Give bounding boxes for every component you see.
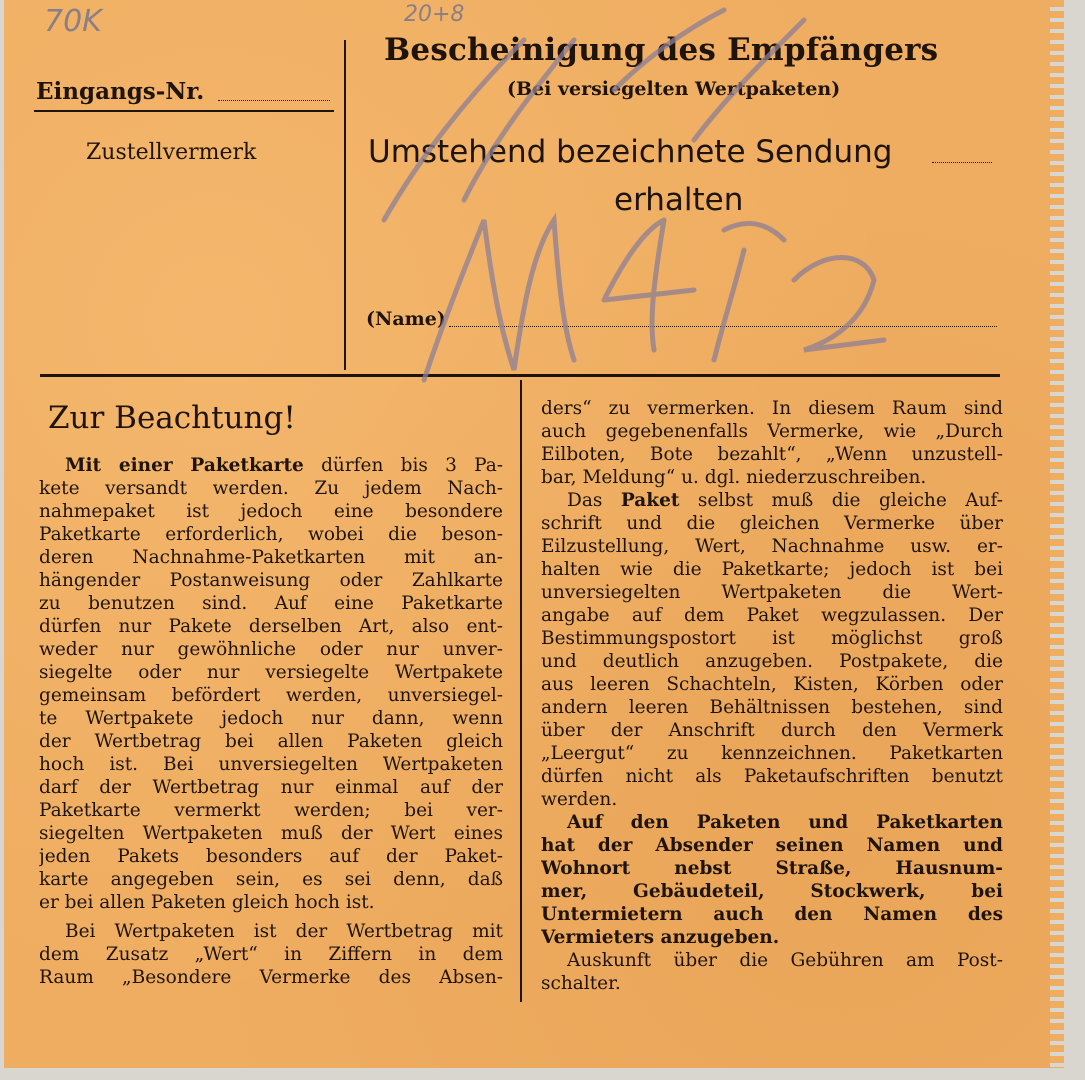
notice-heading: Zur Beachtung! xyxy=(48,400,296,436)
notice-line: auch gegebenenfalls Vermerke, wie „Durch xyxy=(541,421,1003,442)
notice-line: Eilboten, Bote bezahlt“, „Wenn unzustell- xyxy=(541,444,1003,465)
notice-line: er bei allen Paketen gleich hoch ist. xyxy=(39,892,375,913)
zustellvermerk-label: Zustellvermerk xyxy=(86,140,257,165)
notice-line: schalter. xyxy=(541,973,621,994)
pencil-mark-top-left: 70K xyxy=(44,4,102,39)
notice-line: angabe auf dem Paket wegzulassen. Der xyxy=(541,605,1003,626)
notice-bold-line: hat der Absender seinen Namen und xyxy=(541,835,1003,856)
notice-line: deren Nachnahme-Paketkarten mit an- xyxy=(39,547,503,568)
name-label: (Name) xyxy=(366,308,446,330)
notice-line: te Wertpakete jedoch nur dann, wenn xyxy=(39,708,503,729)
receipt-title: Bescheinigung des Empfängers xyxy=(384,32,939,68)
notice-line: Eilzustellung, Wert, Nachnahme usw. er- xyxy=(541,536,1003,557)
notice-line: Bei Wertpaketen ist der Wertbetrag mit xyxy=(65,921,503,942)
perforated-edge xyxy=(1050,0,1064,1068)
notice-right-column xyxy=(541,397,1003,995)
notice-line: über der Anschrift durch den Vermerk xyxy=(541,720,1003,741)
notice-line: nahmepaket ist jedoch eine besondere xyxy=(39,501,503,522)
statement-dotted-line xyxy=(932,162,992,163)
notice-line: karte angegeben sein, es sei denn, daß xyxy=(39,869,503,890)
notice-line: kete versandt werden. Zu jedem Nach- xyxy=(39,478,503,499)
notice-line: schrift und die gleichen Vermerke über xyxy=(541,513,1003,534)
notice-line: Paketkarte vermerkt werden; bei ver- xyxy=(39,800,503,821)
eingang-underline xyxy=(34,110,334,112)
lead-text: Mit einer xyxy=(65,455,191,476)
notice-line: der Wertbetrag bei allen Paketen gleich xyxy=(39,731,503,752)
lead-rest: dürfen bis 3 Pa- xyxy=(321,455,503,476)
notice-line: und deutlich anzugeben. Postpakete, die xyxy=(541,651,1003,672)
paket-lead: Das xyxy=(567,490,621,511)
eingangs-nr-field xyxy=(218,100,330,101)
notice-line: dürfen nur Pakete derselben Art, also ent- xyxy=(39,616,503,637)
notice-line: „Leergut“ zu kennzeichnen. Paketkarten xyxy=(541,743,1003,764)
paket-keyword: Paket xyxy=(620,490,680,511)
notice-line xyxy=(39,454,503,477)
parcel-card-back xyxy=(4,0,1054,1068)
notice-left-column xyxy=(39,454,503,989)
notice-bold-line: Auf den Paketen und Paketkarten xyxy=(567,812,1003,833)
notice-line: dem Zusatz „Wert“ in Ziffern in dem xyxy=(39,944,503,965)
notice-line: aus leeren Schachteln, Kisten, Körben oder xyxy=(541,674,1003,695)
notice-line: hoch ist. Bei unversiegelten Wertpaketen xyxy=(39,754,503,775)
notice-line: Bestimmungspostort ist möglichst groß xyxy=(541,628,1003,649)
receipt-statement: Umstehend bezeichnete Sendung xyxy=(368,134,893,170)
notice-line: bar, Meldung“ u. dgl. niederzuschreiben. xyxy=(541,467,927,488)
notice-line: gemeinsam befördert werden, unversiegel- xyxy=(39,685,503,706)
pencil-mark-top-center: 20+8 xyxy=(404,2,465,27)
notice-line: dürfen nicht als Paketaufschriften benutzt xyxy=(541,766,1003,787)
lead-keyword: Paketkarte xyxy=(190,455,304,476)
notice-line: jeden Pakets besonders auf der Paket- xyxy=(39,846,503,867)
notice-bold-line: Vermieters anzugeben. xyxy=(541,927,780,948)
notice-line: ders“ zu vermerken. In diesem Raum sind xyxy=(541,398,1003,419)
notice-line: siegelte oder nur versiegelte Wertpakete xyxy=(39,662,503,683)
notice-line: zu benutzen sind. Auf eine Paketkarte xyxy=(39,593,503,614)
notice-line: halten wie die Paketkarte; jedoch ist bei xyxy=(541,559,1003,580)
notice-line: andern leeren Behältnissen bestehen, sind xyxy=(541,697,1003,718)
name-signature-line xyxy=(449,326,997,327)
notice-line: hängender Postanweisung oder Zahlkarte xyxy=(39,570,503,591)
notice-line: Raum „Besondere Vermerke des Absen- xyxy=(39,967,503,988)
notice-bold-line: Wohnort nebst Straße, Hausnum- xyxy=(541,858,1003,879)
notice-line: Auskunft über die Gebühren am Post- xyxy=(567,950,1003,971)
notice-line: siegelten Wertpaketen muß der Wert eines xyxy=(39,823,503,844)
notice-line xyxy=(541,489,1003,512)
receipt-subtitle: (Bei versiegelten Wertpaketen) xyxy=(507,78,841,100)
notice-line: unversiegelten Wertpaketen die Wert- xyxy=(541,582,1003,603)
notice-line: werden. xyxy=(541,789,618,810)
receipt-divider-vertical xyxy=(344,40,346,370)
paket-rest: selbst muß die gleiche Auf- xyxy=(679,490,1003,511)
section-divider xyxy=(40,374,1000,377)
notice-bold-line: mer, Gebäudeteil, Stockwerk, bei xyxy=(541,881,1003,902)
notice-line: weder nur gewöhnliche oder nur unver- xyxy=(39,639,503,660)
notice-line: Paketkarte erforderlich, wobei die beson- xyxy=(39,524,503,545)
column-divider xyxy=(520,380,522,1002)
notice-bold-line: Untermietern auch den Namen des xyxy=(541,904,1003,925)
eingangs-nr-label: Eingangs-Nr. xyxy=(36,78,205,105)
notice-line: darf der Wertbetrag nur einmal auf der xyxy=(39,777,503,798)
receipt-erhalten: erhalten xyxy=(614,182,744,218)
